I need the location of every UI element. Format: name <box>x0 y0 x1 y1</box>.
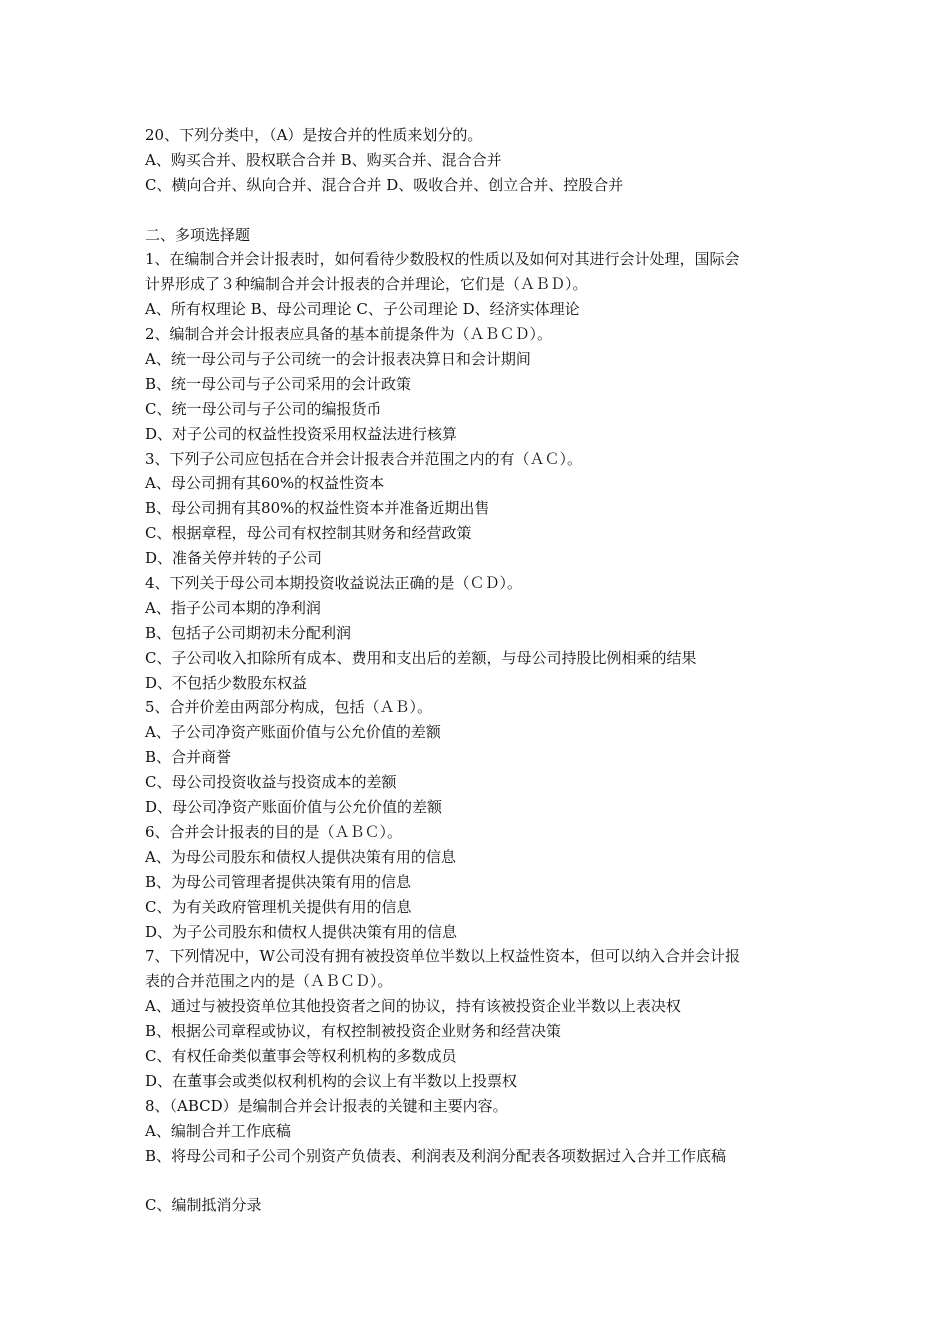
m7-stem-line-2: 表的合并范围之内的是（ＡＢＣＤ）。 <box>145 972 393 991</box>
m2-option-b: B、统一母公司与子公司采用的会计政策 <box>145 374 412 393</box>
m8-stem: 8、（ABCD）是编制合并会计报表的关键和主要内容。 <box>145 1096 508 1115</box>
m7-option-a: A、通过与被投资单位其他投资者之间的协议，持有该被投资企业半数以上表决权 <box>145 997 681 1016</box>
m7-option-c: C、有权任命类似董事会等权利机构的多数成员 <box>145 1046 457 1065</box>
m7-option-b: B、根据公司章程或协议，有权控制被投资企业财务和经营决策 <box>145 1022 562 1041</box>
m3-option-a: A、母公司拥有其60%的权益性资本 <box>145 474 385 493</box>
m8-option-b: B、将母公司和子公司个别资产负债表、利润表及利润分配表各项数据过入合并工作底稿 <box>145 1146 727 1165</box>
m3-stem: 3、下列子公司应包括在合并会计报表合并范围之内的有（ＡＣ）。 <box>145 449 583 468</box>
m4-option-a: A、指子公司本期的净利润 <box>145 598 321 617</box>
m2-option-c: C、统一母公司与子公司的编报货币 <box>145 399 382 418</box>
m6-option-c: C、为有关政府管理机关提供有用的信息 <box>145 897 412 916</box>
m6-option-a: A、为母公司股东和债权人提供决策有用的信息 <box>145 847 456 866</box>
m2-stem: 2、编制合并会计报表应具备的基本前提条件为（ＡＢＣＤ）。 <box>145 325 553 344</box>
m5-option-c: C、母公司投资收益与投资成本的差额 <box>145 773 397 792</box>
m5-stem: 5、合并价差由两部分构成，包括（ＡＢ）。 <box>145 698 433 717</box>
m8-option-c: C、编制抵消分录 <box>145 1196 262 1215</box>
q20-options-line-1: A、购买合并、股权联合合并 B、购买合并、混合合并 <box>145 150 502 169</box>
m2-option-d: D、对子公司的权益性投资采用权益法进行核算 <box>145 424 458 443</box>
m3-option-c: C、根据章程，母公司有权控制其财务和经营政策 <box>145 524 472 543</box>
m4-option-b: B、包括子公司期初未分配利润 <box>145 623 352 642</box>
q20-options-line-2: C、横向合并、纵向合并、混合合并 D、吸收合并、创立合并、控股合并 <box>145 175 624 194</box>
m8-option-a: A、编制合并工作底稿 <box>145 1121 291 1140</box>
m1-options: A、所有权理论 B、母公司理论 C、子公司理论 D、经济实体理论 <box>145 300 580 319</box>
m7-option-d: D、在董事会或类似权利机构的会议上有半数以上投票权 <box>145 1071 518 1090</box>
m1-stem-line-1: 1、在编制合并会计报表时，如何看待少数股权的性质以及如何对其进行会计处理，国际会 <box>145 250 740 269</box>
m4-option-d: D、不包括少数股东权益 <box>145 673 308 692</box>
q20-stem: 20、下列分类中，（A）是按合并的性质来划分的。 <box>145 126 483 144</box>
m2-option-a: A、统一母公司与子公司统一的会计报表决算日和会计期间 <box>145 350 531 369</box>
m3-option-b: B、母公司拥有其80%的权益性资本并准备近期出售 <box>145 499 490 518</box>
m5-option-a: A、子公司净资产账面价值与公允价值的差额 <box>145 723 441 742</box>
section-title: 二、多项选择题 <box>145 225 251 244</box>
document-page <box>145 123 825 1218</box>
blank-line <box>145 1168 825 1193</box>
m7-stem-line-1: 7、下列情况中，W公司没有拥有被投资单位半数以上权益性资本，但可以纳入合并会计报 <box>145 947 740 966</box>
m5-option-d: D、母公司净资产账面价值与公允价值的差额 <box>145 798 443 817</box>
m5-option-b: B、合并商誉 <box>145 748 232 767</box>
m3-option-d: D、准备关停并转的子公司 <box>145 549 323 568</box>
m1-stem-line-2: 计界形成了３种编制合并会计报表的合并理论，它们是（ＡＢＤ）。 <box>145 275 588 294</box>
m6-stem: 6、合并会计报表的目的是（ＡＢＣ）。 <box>145 822 403 841</box>
blank-line <box>145 198 825 223</box>
m4-stem: 4、下列关于母公司本期投资收益说法正确的是（ＣＤ）。 <box>145 574 523 593</box>
m6-option-b: B、为母公司管理者提供决策有用的信息 <box>145 872 412 891</box>
m4-option-c: C、子公司收入扣除所有成本、费用和支出后的差额，与母公司持股比例相乘的结果 <box>145 648 697 667</box>
m6-option-d: D、为子公司股东和债权人提供决策有用的信息 <box>145 922 458 941</box>
